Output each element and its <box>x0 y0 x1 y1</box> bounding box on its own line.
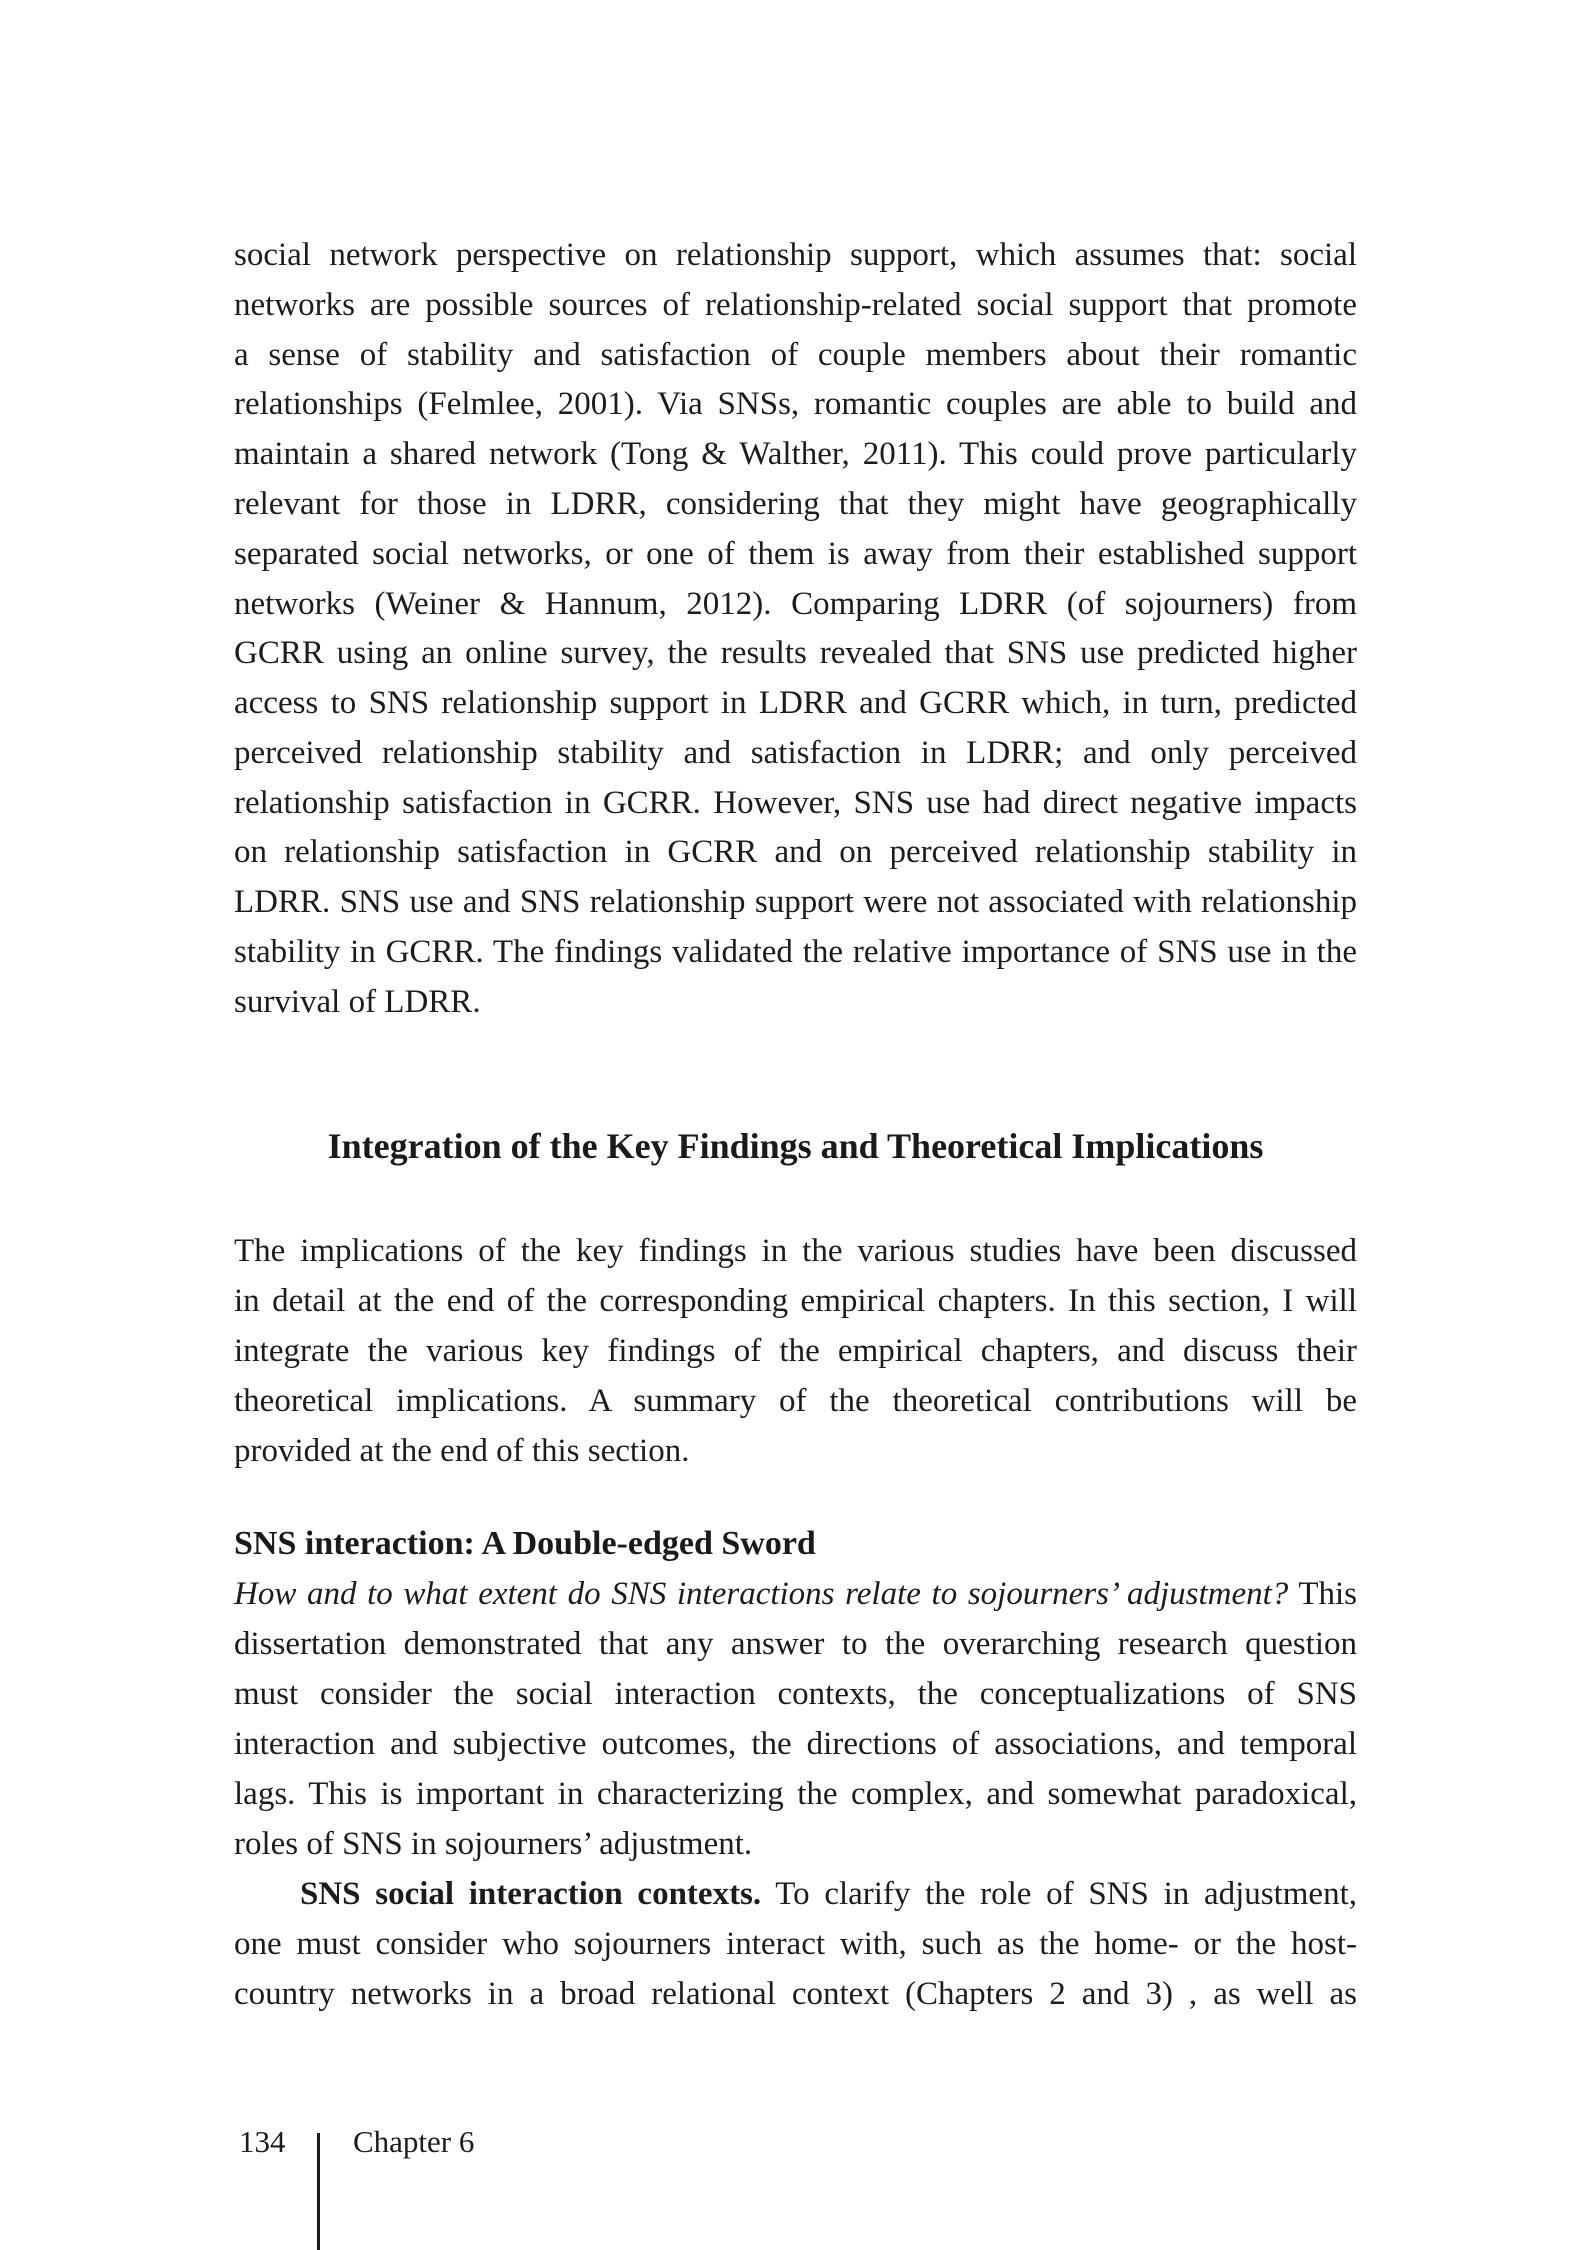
text-line: integrate the various key findings of the empirical chapters, and discuss their <box>234 1333 1357 1369</box>
text-line: stability in GCRR. The findings validated the relative importance of SNS use in the <box>234 934 1357 970</box>
text-line: The implications of the key findings in the various studies have been discussed <box>234 1233 1357 1269</box>
text-line-research-question <box>234 1574 1357 1614</box>
text-line: one must consider who sojourners interact with, such as the home- or the host- <box>234 1926 1357 1962</box>
text-line: social network perspective on relationship support, which assumes that: social <box>234 237 1357 273</box>
text-line: separated social networks, or one of them is away from their established support <box>234 536 1357 572</box>
text-line: roles of SNS in sojourners’ adjustment. <box>234 1826 753 1862</box>
question-tail: This <box>1288 1576 1357 1612</box>
text-line: in detail at the end of the corresponding empirical chapters. In this section, I will <box>234 1283 1357 1319</box>
text-column <box>234 0 1357 2250</box>
subsection-heading: SNS interaction: A Double-edged Sword <box>234 1525 816 1562</box>
text-line: dissertation demonstrated that any answer to the overarching research question <box>234 1626 1357 1662</box>
section-heading: Integration of the Key Findings and Theoretical Implications <box>327 1126 1264 1166</box>
text-line: interaction and subjective outcomes, the directions of associations, and temporal <box>234 1726 1357 1762</box>
text-line: LDRR. SNS use and SNS relationship support were not associated with relationship <box>234 884 1357 920</box>
text-line: networks are possible sources of relationship-related social support that promote <box>234 287 1357 323</box>
text-line: country networks in a broad relational context (Chapters 2 and 3) , as well as <box>234 1976 1357 2012</box>
text-line: must consider the social interaction contexts, the conceptualizations of SNS <box>234 1676 1357 1712</box>
text-line: relevant for those in LDRR, considering that they might have geographically <box>234 486 1357 522</box>
run-in-tail: To clarify the role of SNS in adjustment, <box>761 1876 1358 1912</box>
text-line: maintain a shared network (Tong & Walther, 2011). This could prove particularly <box>234 436 1357 472</box>
running-head-chapter: Chapter 6 <box>353 2124 475 2159</box>
text-line: on relationship satisfaction in GCRR and on perceived relationship stability in <box>234 834 1357 870</box>
text-line: a sense of stability and satisfaction of couple members about their romantic <box>234 337 1357 373</box>
page-number: 134 <box>239 2124 286 2159</box>
footer-vertical-rule <box>317 2133 320 2250</box>
text-line: relationships (Felmlee, 2001). Via SNSs, romantic couples are able to build and <box>234 386 1357 422</box>
text-line: GCRR using an online survey, the results revealed that SNS use predicted higher <box>234 635 1357 671</box>
text-line-run-in <box>300 1874 1357 1914</box>
text-line: survival of LDRR. <box>234 984 481 1020</box>
text-line: access to SNS relationship support in LDRR and GCRR which, in turn, predicted <box>234 685 1357 721</box>
research-question: How and to what extent do SNS interactions relate to sojourners’ adjustment? <box>234 1576 1289 1612</box>
text-line: provided at the end of this section. <box>234 1433 690 1469</box>
run-in-heading: SNS social interaction contexts. <box>300 1876 762 1912</box>
text-line: perceived relationship stability and satisfaction in LDRR; and only perceived <box>234 735 1357 771</box>
text-line: relationship satisfaction in GCRR. However, SNS use had direct negative impacts <box>234 785 1357 821</box>
text-line: networks (Weiner & Hannum, 2012). Comparing LDRR (of sojourners) from <box>234 586 1357 622</box>
text-line: lags. This is important in characterizing the complex, and somewhat paradoxical, <box>234 1776 1357 1812</box>
text-line: theoretical implications. A summary of the theoretical contributions will be <box>234 1383 1357 1419</box>
